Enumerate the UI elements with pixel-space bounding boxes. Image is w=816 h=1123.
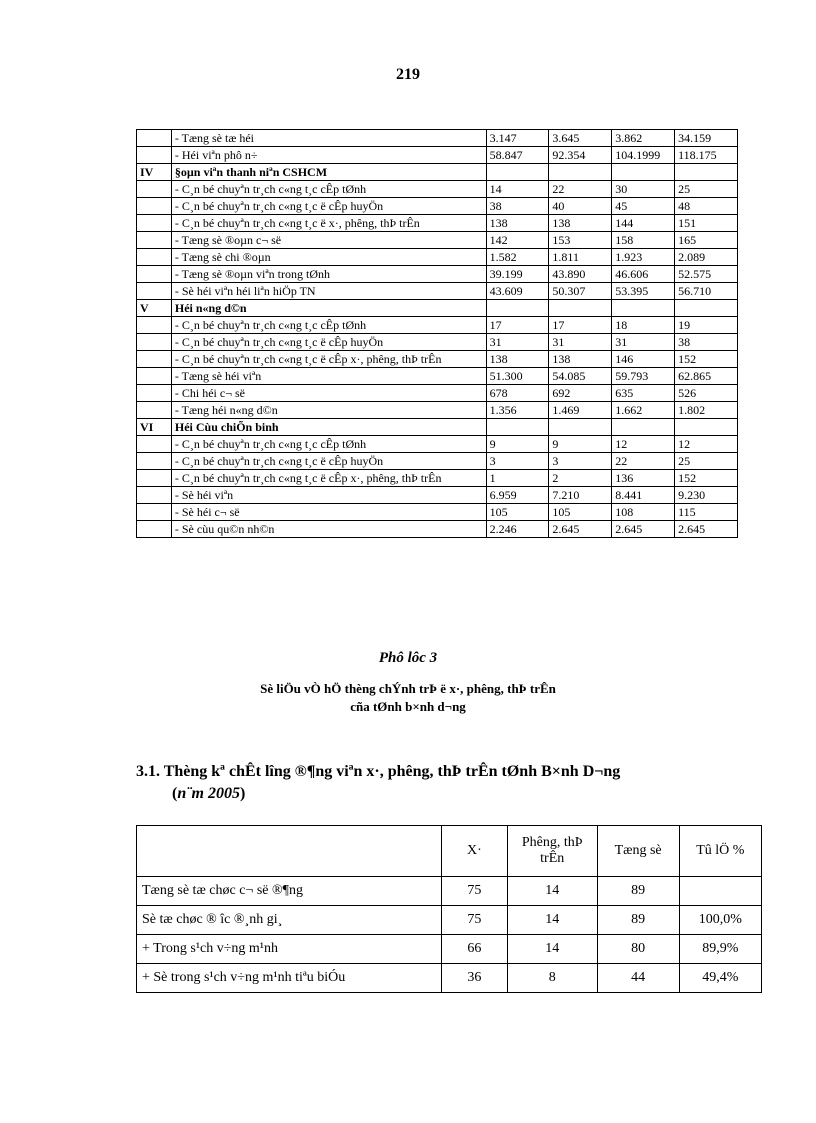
- table-group-row: [137, 300, 738, 317]
- row-value: 14: [507, 877, 597, 906]
- row-value: 46.606: [612, 266, 675, 283]
- row-label: - C¸n bé chuyªn tr¸ch c«ng t¸c ë cÊp huyÖn: [171, 453, 486, 470]
- row-label: - Tæng sè chi ®oµn: [171, 249, 486, 266]
- table-row: [137, 385, 738, 402]
- row-label: - C¸n bé chuyªn tr¸ch c«ng t¸c ë cÊp x·, phêng, thÞ trÊn: [171, 470, 486, 487]
- row-index: [137, 317, 172, 334]
- row-value: 56.710: [675, 283, 738, 300]
- row-label: - Tæng sè ®oµn c¬ së: [171, 232, 486, 249]
- row-value: 1.356: [486, 402, 549, 419]
- year-italic: n¨m 2005: [177, 785, 240, 802]
- row-label: - C¸n bé chuyªn tr¸ch c«ng t¸c ë x·, phêng, thÞ trÊn: [171, 215, 486, 232]
- row-value: 52.575: [675, 266, 738, 283]
- row-value: [612, 300, 675, 317]
- row-value: 165: [675, 232, 738, 249]
- row-label: - Tæng héi n«ng d©n: [171, 402, 486, 419]
- section-heading-text: 3.1. Thèng kª chÊt lîng ®¶ng viªn x·, phêng, thÞ trÊn tØnh B×nh D¬ng: [136, 763, 621, 780]
- row-value: 138: [486, 351, 549, 368]
- row-value: 635: [612, 385, 675, 402]
- row-value: 2: [549, 470, 612, 487]
- row-label: - Héi viªn phô n÷: [171, 147, 486, 164]
- row-label: - Tæng sè tæ héi: [171, 130, 486, 147]
- row-index: [137, 453, 172, 470]
- row-value: [612, 164, 675, 181]
- table-row: [137, 470, 738, 487]
- row-value: 89: [597, 877, 679, 906]
- row-value: 51.300: [486, 368, 549, 385]
- row-value: 48: [675, 198, 738, 215]
- row-label: - Tæng sè héi viªn: [171, 368, 486, 385]
- row-value: 138: [549, 215, 612, 232]
- row-value: 6.959: [486, 487, 549, 504]
- table-group-row: [137, 164, 738, 181]
- row-value: 12: [675, 436, 738, 453]
- appendix-subtitle: [0, 680, 816, 716]
- row-value: 89: [597, 906, 679, 935]
- appendix-subtitle-line1: Sè liÖu vÒ hÖ thèng chÝnh trÞ ë x·, phêng, thÞ trÊn: [260, 681, 556, 696]
- row-value: [486, 300, 549, 317]
- appendix-title: Phô lôc 3: [378, 650, 438, 666]
- row-value: 108: [612, 504, 675, 521]
- row-value: 59.793: [612, 368, 675, 385]
- row-label: - Sè héi viªn héi liªn hiÖp TN: [171, 283, 486, 300]
- appendix-subtitle-line2: cña tØnh b×nh d¬ng: [350, 699, 466, 714]
- row-index: [137, 334, 172, 351]
- row-value: 31: [612, 334, 675, 351]
- row-value: 100,0%: [679, 906, 761, 935]
- row-value: 34.159: [675, 130, 738, 147]
- row-value: 92.354: [549, 147, 612, 164]
- row-label: Tæng sè tæ chøc c¬ së ®¶ng: [137, 877, 442, 906]
- row-value: 9.230: [675, 487, 738, 504]
- row-value: 153: [549, 232, 612, 249]
- row-value: 53.395: [612, 283, 675, 300]
- row-value: [679, 877, 761, 906]
- row-value: 105: [486, 504, 549, 521]
- row-label: - C¸n bé chuyªn tr¸ch c«ng t¸c cÊp tØnh: [171, 436, 486, 453]
- row-value: 8.441: [612, 487, 675, 504]
- row-value: 2.645: [612, 521, 675, 538]
- table-row: [137, 504, 738, 521]
- table-row: [137, 906, 762, 935]
- row-value: 118.175: [675, 147, 738, 164]
- row-value: 158: [612, 232, 675, 249]
- row-value: 14: [507, 935, 597, 964]
- year-open: (: [172, 785, 178, 802]
- row-label: - C¸n bé chuyªn tr¸ch c«ng t¸c ë cÊp huyÖn: [171, 334, 486, 351]
- table-row: [137, 181, 738, 198]
- row-value: 17: [549, 317, 612, 334]
- row-index: [137, 368, 172, 385]
- table-row: [137, 130, 738, 147]
- row-index: [137, 198, 172, 215]
- row-label: - Sè héi c¬ së: [171, 504, 486, 521]
- row-index: [137, 402, 172, 419]
- row-value: [612, 419, 675, 436]
- row-value: 39.199: [486, 266, 549, 283]
- row-index: [137, 351, 172, 368]
- row-index: [137, 181, 172, 198]
- row-value: [675, 419, 738, 436]
- row-value: 1.811: [549, 249, 612, 266]
- row-value: 152: [675, 351, 738, 368]
- row-label: Héi Cùu chiÕn binh: [171, 419, 486, 436]
- row-value: 40: [549, 198, 612, 215]
- row-label: - C¸n bé chuyªn tr¸ch c«ng t¸c ë cÊp huyÖn: [171, 198, 486, 215]
- row-value: 38: [486, 198, 549, 215]
- row-value: 43.890: [549, 266, 612, 283]
- table-row: [137, 877, 762, 906]
- row-index: [137, 470, 172, 487]
- table-row: [137, 215, 738, 232]
- row-index: VI: [137, 419, 172, 436]
- table-row: [137, 521, 738, 538]
- row-value: 115: [675, 504, 738, 521]
- table-row: [137, 436, 738, 453]
- year-close: ): [240, 785, 246, 802]
- row-value: 1.923: [612, 249, 675, 266]
- row-label: - C¸n bé chuyªn tr¸ch c«ng t¸c cÊp tØnh: [171, 317, 486, 334]
- row-index: [137, 147, 172, 164]
- row-value: 19: [675, 317, 738, 334]
- table-row: [137, 147, 738, 164]
- row-label: - Sè héi viªn: [171, 487, 486, 504]
- row-value: 31: [549, 334, 612, 351]
- row-value: 3.862: [612, 130, 675, 147]
- row-value: [675, 164, 738, 181]
- column-header: Tû lÖ %: [679, 826, 761, 877]
- column-header: Tæng sè: [597, 826, 679, 877]
- row-value: 1.582: [486, 249, 549, 266]
- row-value: 151: [675, 215, 738, 232]
- row-value: 1.469: [549, 402, 612, 419]
- row-value: 678: [486, 385, 549, 402]
- row-value: 75: [441, 877, 507, 906]
- row-value: 38: [675, 334, 738, 351]
- column-header: [137, 826, 442, 877]
- section-heading-year: [136, 783, 756, 805]
- row-value: 144: [612, 215, 675, 232]
- row-value: 12: [612, 436, 675, 453]
- row-value: 8: [507, 964, 597, 993]
- row-value: 138: [549, 351, 612, 368]
- row-value: 58.847: [486, 147, 549, 164]
- row-value: 138: [486, 215, 549, 232]
- column-header: Phêng, thÞ trÊn: [507, 826, 597, 877]
- column-header: X·: [441, 826, 507, 877]
- table-row: [137, 487, 738, 504]
- row-value: [486, 164, 549, 181]
- table-row: [137, 368, 738, 385]
- row-value: 1: [486, 470, 549, 487]
- table-row: [137, 351, 738, 368]
- row-value: 3: [549, 453, 612, 470]
- row-label: Sè tæ chøc ® îc ®¸nh gi¸: [137, 906, 442, 935]
- row-value: 9: [549, 436, 612, 453]
- row-value: 25: [675, 453, 738, 470]
- table-row: [137, 266, 738, 283]
- row-value: 9: [486, 436, 549, 453]
- row-value: [549, 164, 612, 181]
- row-index: [137, 385, 172, 402]
- row-label: - C¸n bé chuyªn tr¸ch c«ng t¸c cÊp tØnh: [171, 181, 486, 198]
- row-index: IV: [137, 164, 172, 181]
- row-value: 30: [612, 181, 675, 198]
- row-value: 2.645: [549, 521, 612, 538]
- row-value: 62.865: [675, 368, 738, 385]
- table-row: [137, 283, 738, 300]
- row-index: V: [137, 300, 172, 317]
- row-value: 89,9%: [679, 935, 761, 964]
- table-group-row: [137, 419, 738, 436]
- row-label: + Trong s¹ch v÷ng m¹nh: [137, 935, 442, 964]
- row-label: - Chi héi c¬ së: [171, 385, 486, 402]
- row-value: 692: [549, 385, 612, 402]
- table-row: [137, 402, 738, 419]
- row-value: 50.307: [549, 283, 612, 300]
- row-value: 105: [549, 504, 612, 521]
- row-value: 152: [675, 470, 738, 487]
- row-value: 14: [507, 906, 597, 935]
- row-index: [137, 283, 172, 300]
- row-value: 25: [675, 181, 738, 198]
- table-row: [137, 453, 738, 470]
- row-label: + Sè trong s¹ch v÷ng m¹nh tiªu biÓu: [137, 964, 442, 993]
- row-value: 142: [486, 232, 549, 249]
- row-value: 104.1999: [612, 147, 675, 164]
- row-index: [137, 130, 172, 147]
- row-value: 17: [486, 317, 549, 334]
- table-row: [137, 232, 738, 249]
- row-value: 80: [597, 935, 679, 964]
- row-value: 54.085: [549, 368, 612, 385]
- table-row: [137, 249, 738, 266]
- row-value: 22: [549, 181, 612, 198]
- row-value: 3.147: [486, 130, 549, 147]
- row-value: 1.802: [675, 402, 738, 419]
- row-index: [137, 215, 172, 232]
- row-value: 2.089: [675, 249, 738, 266]
- row-value: 31: [486, 334, 549, 351]
- row-index: [137, 504, 172, 521]
- table-row: [137, 334, 738, 351]
- row-value: [675, 300, 738, 317]
- row-label: Héi n«ng d©n: [171, 300, 486, 317]
- row-index: [137, 232, 172, 249]
- row-value: [486, 419, 549, 436]
- row-index: [137, 266, 172, 283]
- page-number: 219: [396, 66, 420, 83]
- row-index: [137, 436, 172, 453]
- table-row: [137, 935, 762, 964]
- row-index: [137, 487, 172, 504]
- table-row: [137, 964, 762, 993]
- row-value: 146: [612, 351, 675, 368]
- row-value: 43.609: [486, 283, 549, 300]
- row-value: 75: [441, 906, 507, 935]
- row-value: 44: [597, 964, 679, 993]
- row-value: 22: [612, 453, 675, 470]
- row-label: §oµn viªn thanh niªn CSHCM: [171, 164, 486, 181]
- party-quality-table: [136, 825, 762, 993]
- row-value: [549, 419, 612, 436]
- row-value: 45: [612, 198, 675, 215]
- row-value: 49,4%: [679, 964, 761, 993]
- row-value: 3: [486, 453, 549, 470]
- row-value: 3.645: [549, 130, 612, 147]
- section-heading: [136, 761, 756, 805]
- row-value: 2.246: [486, 521, 549, 538]
- table-header-row: [137, 826, 762, 877]
- row-index: [137, 249, 172, 266]
- row-label: - Sè cùu qu©n nh©n: [171, 521, 486, 538]
- row-value: 14: [486, 181, 549, 198]
- row-label: - C¸n bé chuyªn tr¸ch c«ng t¸c ë cÊp x·, phêng, thÞ trÊn: [171, 351, 486, 368]
- row-value: 7.210: [549, 487, 612, 504]
- row-label: - Tæng sè ®oµn viªn trong tØnh: [171, 266, 486, 283]
- row-value: [549, 300, 612, 317]
- row-value: 66: [441, 935, 507, 964]
- table-row: [137, 198, 738, 215]
- row-value: 136: [612, 470, 675, 487]
- row-value: 1.662: [612, 402, 675, 419]
- row-value: 2.645: [675, 521, 738, 538]
- row-value: 18: [612, 317, 675, 334]
- statistics-table-top: [136, 129, 738, 538]
- table-row: [137, 317, 738, 334]
- row-index: [137, 521, 172, 538]
- row-value: 36: [441, 964, 507, 993]
- row-value: 526: [675, 385, 738, 402]
